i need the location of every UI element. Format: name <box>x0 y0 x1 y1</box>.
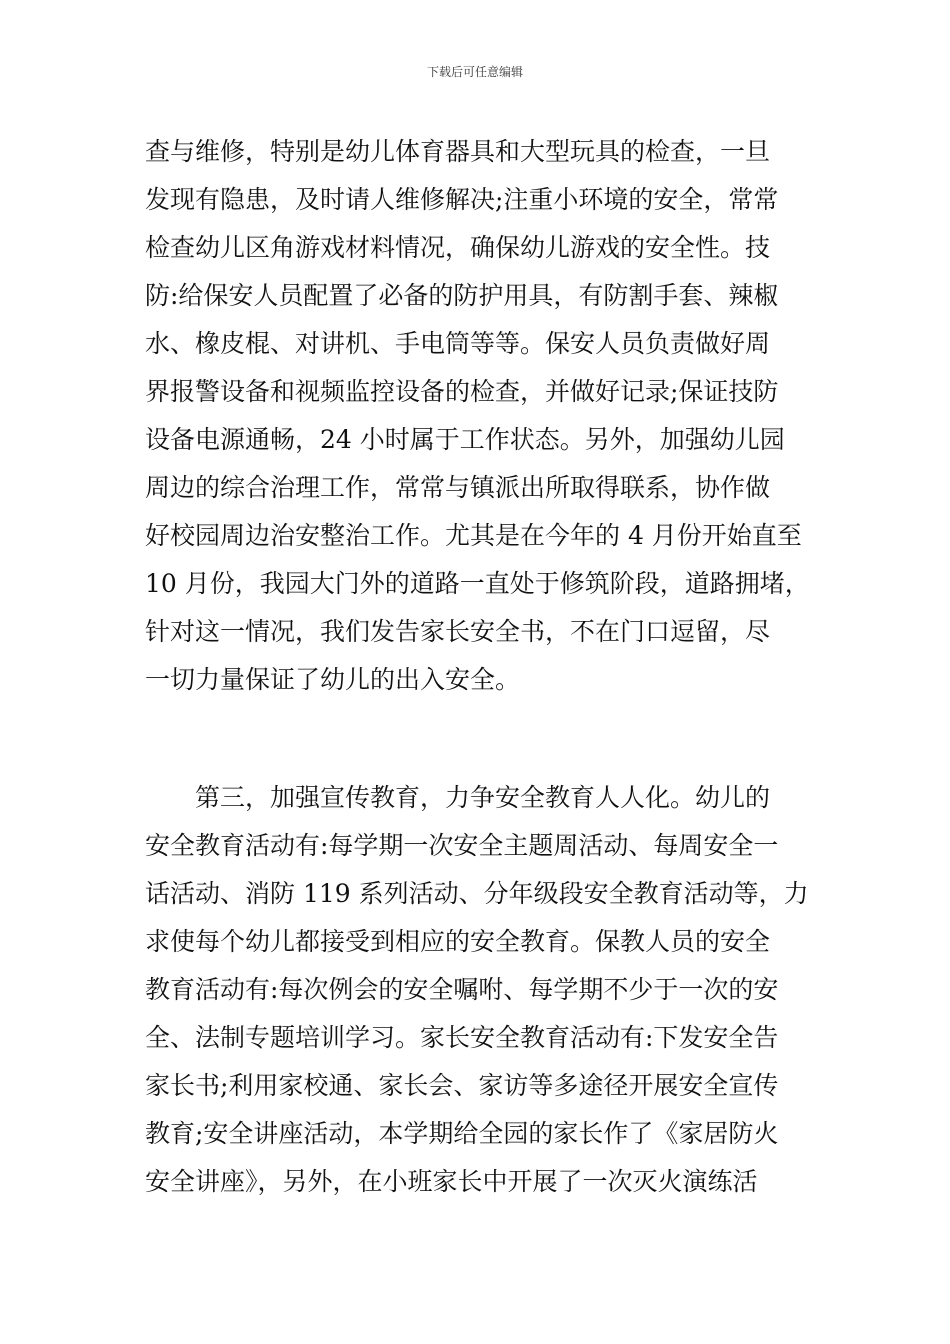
text-line: 防:给保安人员配置了必备的防护用具，有防割手套、辣椒 <box>145 281 779 310</box>
text-line: 水、橡皮棍、对讲机、手电筒等等。保安人员负责做好周 <box>145 329 771 358</box>
text-line: 好校园周边治安整治工作。尤其是在今年的 4 月份开始直至 <box>145 521 802 550</box>
paragraph-1 <box>145 128 835 704</box>
text-line: 家长书;利用家校通、家长会、家访等多途径开展安全宣传 <box>145 1071 779 1100</box>
text-line: 针对这一情况，我们发告家长安全书，不在门口逗留，尽 <box>145 617 771 646</box>
text-line: 安全讲座》，另外，在小班家长中开展了一次灭火演练活 <box>145 1167 758 1196</box>
text-line: 安全教育活动有:每学期一次安全主题周活动、每周安全一 <box>145 831 779 860</box>
text-line: 第三，加强宣传教育，力争安全教育人人化。幼儿的 <box>145 783 771 812</box>
text-line: 界报警设备和视频监控设备的检查，并做好记录;保证技防 <box>145 377 779 406</box>
text-line: 10 月份，我园大门外的道路一直处于修筑阶段，道路拥堵， <box>145 569 810 598</box>
text-line: 话活动、消防 119 系列活动、分年级段安全教育活动等，力 <box>145 879 809 908</box>
text-line: 检查幼儿区角游戏材料情况，确保幼儿游戏的安全性。技 <box>145 233 771 262</box>
text-line: 设备电源通畅，24 小时属于工作状态。另外，加强幼儿园 <box>145 425 785 454</box>
header-note: 下载后可任意编辑 <box>426 65 523 79</box>
text-line: 全、法制专题培训学习。家长安全教育活动有:下发安全告 <box>145 1023 779 1052</box>
text-line: 教育;安全讲座活动，本学期给全园的家长作了《家居防火 <box>145 1119 779 1148</box>
text-line: 周边的综合治理工作，常常与镇派出所取得联系，协作做 <box>145 473 771 502</box>
text-line: 发现有隐患，及时请人维修解决;注重小环境的安全，常常 <box>145 185 779 214</box>
paragraph-2 <box>145 774 835 1206</box>
text-line: 查与维修，特别是幼儿体育器具和大型玩具的检查，一旦 <box>145 137 771 166</box>
text-line: 教育活动有:每次例会的安全嘱咐、每学期不少于一次的安 <box>145 975 779 1004</box>
text-line: 一切力量保证了幼儿的出入安全。 <box>145 665 521 694</box>
text-line: 求使每个幼儿都接受到相应的安全教育。保教人员的安全 <box>145 927 771 956</box>
